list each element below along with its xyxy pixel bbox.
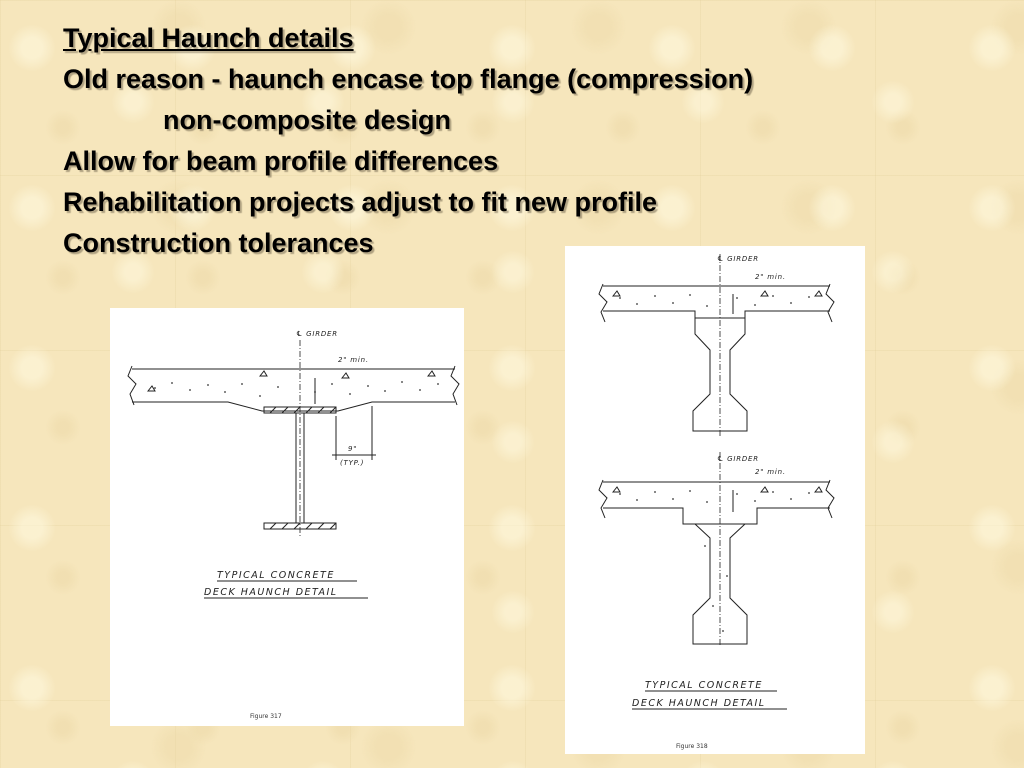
deck-bottom-edge-top	[603, 311, 830, 318]
caption-line-2: DECK HAUNCH DETAIL	[632, 698, 766, 709]
break-line-left	[128, 366, 136, 405]
bullet-rehabilitation: Rehabilitation projects adjust to fit new profile	[63, 187, 658, 217]
girder-label-top: ℄ GIRDER	[717, 255, 759, 263]
bullet-non-composite: non-composite design	[163, 105, 452, 135]
concrete-aggregate	[148, 371, 439, 397]
figure-number: Figure 317	[250, 713, 282, 720]
concrete-girder-haunch-drawing	[565, 246, 865, 754]
caption-line-1: TYPICAL CONCRETE	[645, 680, 763, 691]
typ-label: (TYP.)	[340, 459, 365, 467]
bullet-construction-tolerances: Construction tolerances	[63, 228, 374, 258]
girder-label: ℄ GIRDER	[296, 330, 338, 338]
caption-line-2: DECK HAUNCH DETAIL	[204, 587, 338, 598]
deck-bottom-edge-bottom	[603, 508, 830, 524]
dim-label: 9"	[348, 445, 358, 453]
min-label-bottom: 2" min.	[755, 468, 786, 476]
steel-girder-haunch-drawing	[110, 308, 464, 726]
slide-text	[63, 18, 963, 264]
caption-line-1: TYPICAL CONCRETE	[217, 570, 335, 581]
bullet-old-reason: Old reason - haunch encase top flange (compression)	[63, 64, 754, 94]
figure-number: Figure 318	[676, 743, 708, 750]
figure-317-panel	[110, 308, 464, 726]
concrete-aggregate-top	[613, 291, 822, 307]
figure-318-panel	[565, 246, 865, 754]
girder-label-bottom: ℄ GIRDER	[717, 455, 759, 463]
bullet-beam-profile: Allow for beam profile differences	[63, 146, 499, 176]
min-label-top: 2" min.	[755, 273, 786, 281]
min-label: 2" min.	[338, 356, 369, 364]
slide-title: Typical Haunch details	[63, 23, 354, 53]
concrete-aggregate-bottom	[613, 487, 822, 632]
break-line-right	[451, 366, 459, 405]
